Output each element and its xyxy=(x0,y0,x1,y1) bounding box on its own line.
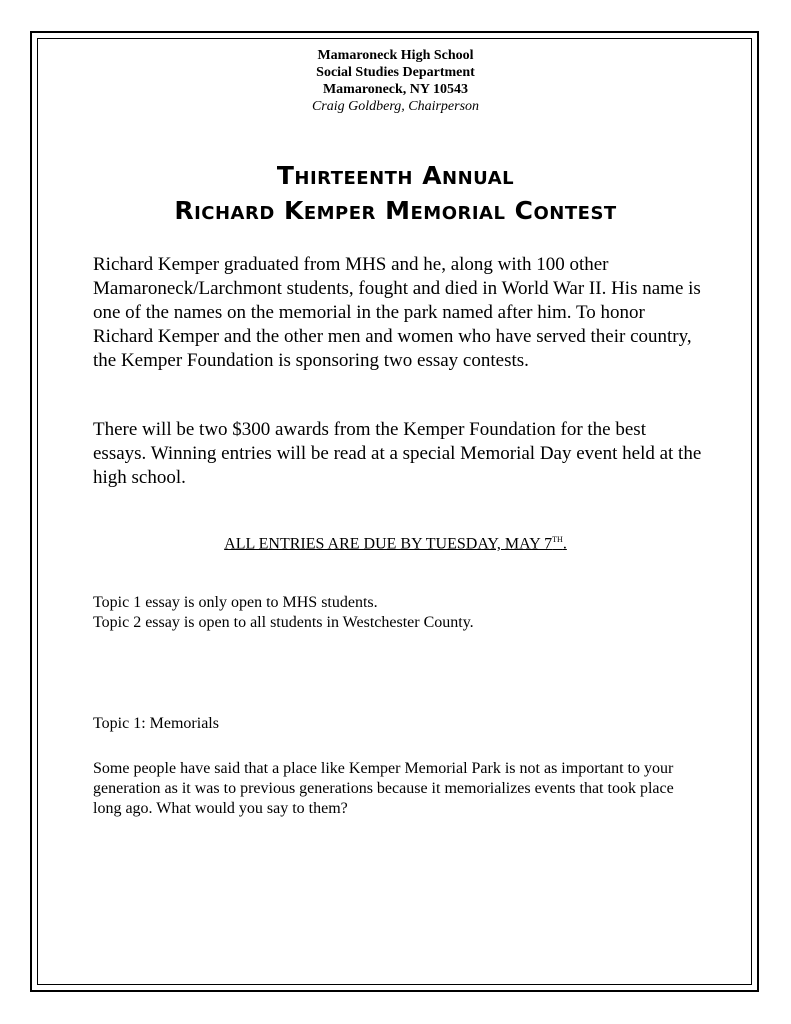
school-address: Mamaroneck, NY 10543 xyxy=(322,82,469,97)
contest-title xyxy=(0,158,791,228)
title-line-2: Richard Kemper Memorial Contest xyxy=(174,196,617,225)
title-line-1: Thirteenth Annual xyxy=(276,161,515,190)
intro-paragraph: Richard Kemper graduated from MHS and he, along with 100 other Mamaroneck/Larchmont students, fought and died in World War II. His name is one of the names on the memorial in the park named after him. To honor Richard Kemper and the other men and women who have served their country, the Kemper Foundation is sponsoring two essay contests. xyxy=(93,254,701,371)
due-date-text: ALL ENTRIES ARE DUE BY TUESDAY, MAY 7 xyxy=(224,535,553,553)
awards-paragraph: There will be two $300 awards from the Kemper Foundation for the best essays. Winning entries will be read at a special Memorial Day event held at the high school. xyxy=(93,419,702,488)
due-date-notice xyxy=(0,529,791,555)
topic1-prompt: Some people have said that a place like Kemper Memorial Park is not as important to your generation as it was to previous generations because it memorializes events that took place long ago. What would you say to them? xyxy=(93,760,674,817)
eligibility-info xyxy=(93,593,713,633)
topic1-eligibility: Topic 1 essay is only open to MHS students. xyxy=(93,594,378,611)
letterhead xyxy=(0,47,791,115)
department-name: Social Studies Department xyxy=(316,65,475,80)
chairperson: Craig Goldberg, Chairperson xyxy=(311,99,480,114)
school-name: Mamaroneck High School xyxy=(317,48,474,63)
due-date-end: . xyxy=(562,535,567,553)
topic1-heading: Topic 1: Memorials xyxy=(93,715,219,732)
topic2-eligibility: Topic 2 essay is open to all students in Westchester County. xyxy=(93,614,474,631)
due-date-suffix: TH xyxy=(552,535,563,544)
